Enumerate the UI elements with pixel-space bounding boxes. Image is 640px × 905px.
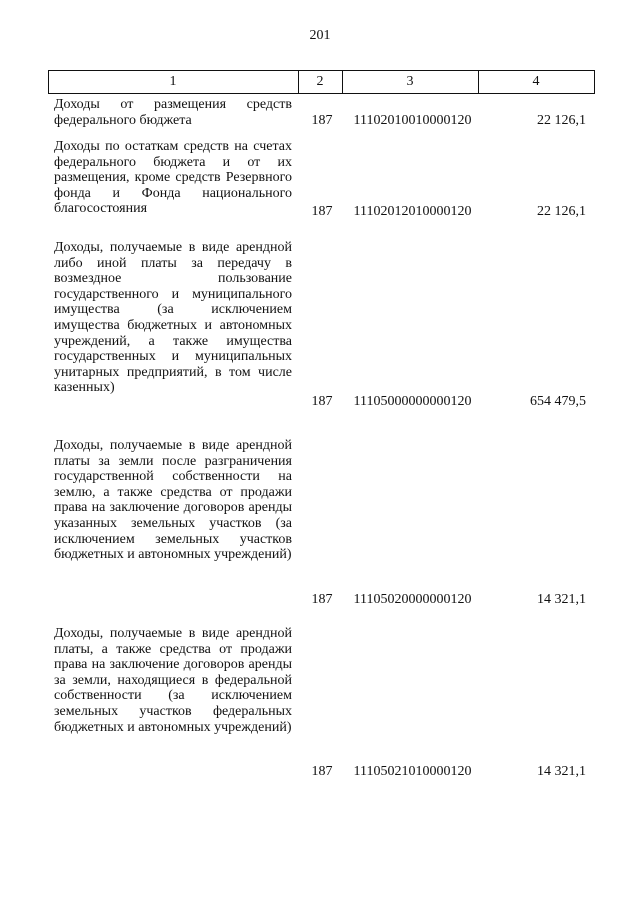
row-kbk: 11105021010000120 xyxy=(353,764,472,779)
row-kbk: 11102010010000120 xyxy=(353,113,472,128)
row-amount: 14 321,1 xyxy=(537,764,586,779)
row-admin-code: 187 xyxy=(311,113,333,128)
row-description: Доходы, получаемые в виде арендной платы, а также средства от продажи права на заключение договоров аренды за земли, находящиеся в федеральной собственности (за исключением земельных участков федеральных бюджетных и автономных учреждений) xyxy=(54,626,292,735)
header-col-2: 2 xyxy=(316,74,324,89)
row-kbk: 11105000000000120 xyxy=(353,394,472,409)
row-amount: 22 126,1 xyxy=(537,204,586,219)
row-amount: 22 126,1 xyxy=(537,113,586,128)
row-kbk: 11105020000000120 xyxy=(353,592,472,607)
table-header xyxy=(48,70,595,94)
row-description: Доходы от размещения средств федерального бюджета xyxy=(54,97,292,128)
header-col-3: 3 xyxy=(406,74,414,89)
row-amount: 14 321,1 xyxy=(537,592,586,607)
header-col-1: 1 xyxy=(169,74,177,89)
header-col-4: 4 xyxy=(532,74,540,89)
row-kbk: 11102012010000120 xyxy=(353,204,472,219)
row-amount: 654 479,5 xyxy=(530,394,586,409)
row-admin-code: 187 xyxy=(311,764,333,779)
header-border-right xyxy=(594,71,595,93)
page-number: 201 xyxy=(309,28,331,43)
row-description: Доходы по остаткам средств на счетах федерального бюджета и от их размещения, кроме средств Резервного фонда и Фонда национального благосостояния xyxy=(54,139,292,217)
row-description: Доходы, получаемые в виде арендной платы за земли после разграничения государственной собственности на землю, а также средства от продажи права на заключение договоров аренды указанных земельных участков (за исключением земельных участков бюджетных и автономных учреждений) xyxy=(54,438,292,563)
row-admin-code: 187 xyxy=(311,592,333,607)
row-admin-code: 187 xyxy=(311,204,333,219)
row-description: Доходы, получаемые в виде арендной либо иной платы за передачу в возмездное пользование государственного и муниципального имущества (за исключением имущества бюджетных и автономных учреждений, а также имущества государственных и муниципальных унитарных предприятий, в том числе казенных) xyxy=(54,240,292,396)
row-admin-code: 187 xyxy=(311,394,333,409)
